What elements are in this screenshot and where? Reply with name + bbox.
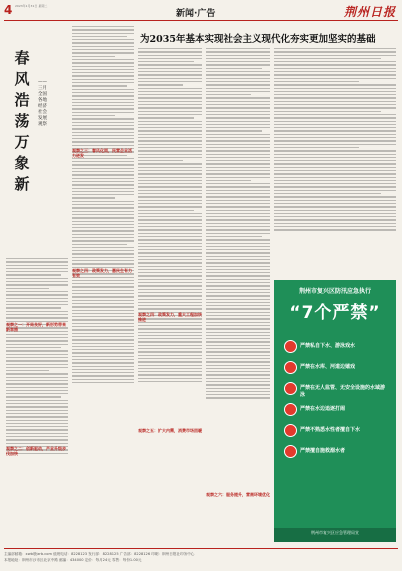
warning-icon bbox=[284, 382, 297, 395]
column-4-text bbox=[206, 48, 270, 546]
footer-line-1: 主编部邮箱：xwb@jzrb.com 值班电话：8228123 发行部：8228125 广告部：8228126 印刷：荆州日报社印务中心 bbox=[4, 552, 195, 556]
ad-header: 荆州市复兴区防汛应急执行 bbox=[298, 288, 371, 295]
main-subhead-1: 观察之四：政策发力，重大工程加快推进 bbox=[138, 312, 202, 322]
ad-item: 严禁不熟悉水性者擅自下水 bbox=[284, 422, 388, 440]
footer-line-2: 本报地址：荆州市沙市区北京中路 邮编：434000 定价：每月24元 零售：每份1.00元 bbox=[4, 558, 142, 562]
ad-item: 严禁擅自施救溺水者 bbox=[284, 443, 388, 461]
ad-item: 严禁在水边追逐打闹 bbox=[284, 401, 388, 419]
main-subhead-3: 观察之六：服务提升，营商环境优化 bbox=[206, 492, 270, 497]
bottom-divider bbox=[4, 548, 398, 549]
feature-subhead-1: 观察之一：开局良好，新形势带来新举措 bbox=[6, 322, 66, 332]
warning-icon bbox=[284, 403, 297, 416]
feature-subhead-3: 观察之三：春风化雨，民营企业活力迸发 bbox=[72, 148, 132, 158]
ad-item-list bbox=[284, 338, 388, 464]
main-subhead-2: 观察之五：扩大内需，消费市场回暖 bbox=[138, 428, 202, 433]
column-2-text bbox=[72, 26, 134, 546]
warning-icon bbox=[284, 424, 297, 437]
ad-item: 严禁在水库、河道边嬉戏 bbox=[284, 359, 388, 377]
section-name: 新闻·广告 bbox=[176, 9, 216, 19]
column-3-text bbox=[138, 48, 202, 546]
warning-icon bbox=[284, 361, 297, 374]
feature-subhead-4: 观察之四：政策发力，惠民生有力有效 bbox=[72, 268, 132, 278]
warning-icon bbox=[284, 445, 297, 458]
page-number: 4 bbox=[4, 3, 13, 17]
top-divider bbox=[4, 20, 398, 21]
feature-headline: 春风浩荡万象新 bbox=[14, 49, 30, 193]
column-1-text bbox=[6, 258, 68, 546]
main-article-title: 为2035年基本实现社会主义现代化夯实更加坚实的基础 bbox=[140, 34, 376, 45]
feature-subheadline: ——三月全国各地经济社会发展观察 bbox=[38, 80, 47, 127]
ad-footer-text: 荆州市复兴区应急管理局宣 bbox=[311, 530, 359, 535]
safety-advertisement bbox=[274, 280, 396, 542]
ad-item: 严禁在无人监管、无安全设施的水域游泳 bbox=[284, 380, 388, 398]
ad-item: 严禁私自下水、游泳戏水 bbox=[284, 338, 388, 356]
column-5-text bbox=[274, 48, 396, 276]
feature-subhead-2: 观察之二：创新驱动，产业升级步伐加快 bbox=[6, 446, 66, 456]
ad-slogan: “7个严禁” bbox=[289, 303, 381, 323]
warning-icon bbox=[284, 340, 297, 353]
issue-date: 2023年1月31日 星期二 bbox=[15, 4, 48, 8]
page-footer bbox=[4, 551, 398, 563]
masthead bbox=[0, 0, 402, 22]
paper-logo: 荆州日报 bbox=[343, 5, 396, 19]
